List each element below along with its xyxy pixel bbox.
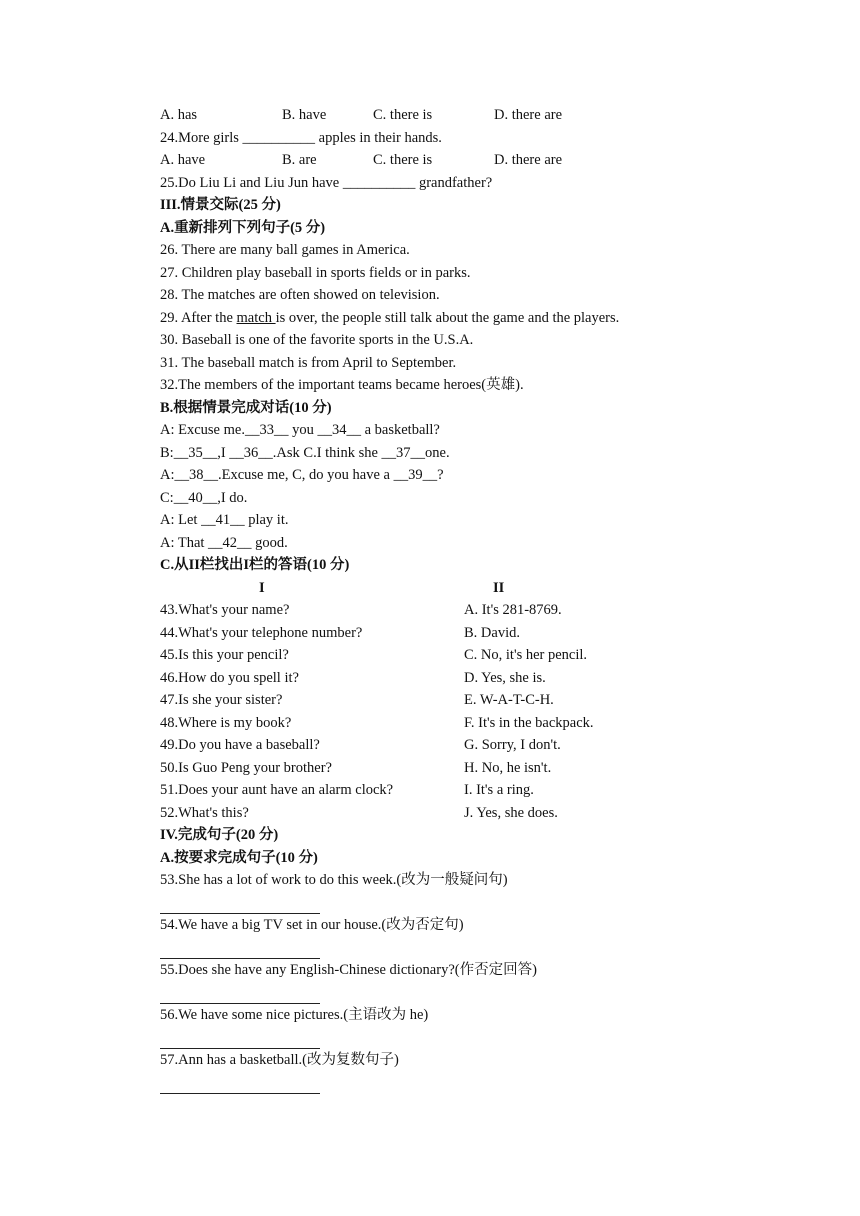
answer-item: F. It's in the backpack. — [464, 714, 594, 731]
answer-blank[interactable] — [160, 892, 320, 915]
answer-blank-row — [160, 937, 800, 960]
dialog-line-1: A: Excuse me.__33__ you __34__ a basketball? — [160, 422, 440, 438]
sentence-26: 26. There are many ball games in America. — [160, 242, 410, 258]
answer-blank-row — [160, 982, 800, 1005]
answer-item: E. W-A-T-C-H. — [464, 692, 554, 708]
q24-options — [160, 149, 800, 172]
column-ii-header: II — [493, 579, 505, 596]
answer-item: A. It's 281-8769. — [464, 602, 562, 618]
sentence-29 — [160, 307, 800, 330]
option-b: B. have — [282, 107, 327, 123]
question-item: 44.What's your telephone number? — [160, 624, 363, 641]
match-row — [160, 667, 800, 690]
section-3a-heading: A.重新排列下列句子(5 分) — [160, 219, 326, 236]
sentence-32: 32.The members of the important teams became heroes(英雄). — [160, 377, 524, 393]
rewrite-list — [160, 869, 800, 1094]
answer-blank-row — [160, 1027, 800, 1050]
worksheet-page — [160, 104, 800, 1094]
answer-blank-row — [160, 1072, 800, 1095]
dialog-line-3: A:__38__.Excuse me, C, do you have a __39__? — [160, 467, 444, 483]
rewrite-prompt: 57.Ann has a basketball.(改为复数句子) — [160, 1052, 399, 1068]
rewrite-prompt: 53.She has a lot of work to do this week.(改为一般疑问句) — [160, 872, 508, 888]
option-c: C. there is — [373, 107, 433, 123]
answer-blank[interactable] — [160, 1027, 320, 1050]
sentence-29-end: is over, the people still talk about the game and the players. — [275, 309, 620, 326]
match-row — [160, 622, 800, 645]
match-row — [160, 712, 800, 735]
column-i-header: I — [259, 579, 265, 596]
answer-item: B. David. — [464, 624, 520, 641]
question-item: 43.What's your name? — [160, 602, 290, 618]
sentence-28: 28. The matches are often showed on television. — [160, 287, 440, 303]
answer-blank-row — [160, 892, 800, 915]
match-row — [160, 689, 800, 712]
answer-item: G. Sorry, I don't. — [464, 737, 561, 753]
question-item: 47.Is she your sister? — [160, 692, 283, 708]
question-24: 24.More girls __________ apples in their hands. — [160, 129, 442, 146]
option-c: C. there is — [373, 152, 433, 168]
sentence-30: 30. Baseball is one of the favorite sports in the U.S.A. — [160, 332, 474, 348]
matching-table — [160, 599, 800, 824]
match-row — [160, 802, 800, 825]
question-item: 46.How do you spell it? — [160, 669, 299, 686]
sentence-31: 31. The baseball match is from April to September. — [160, 354, 457, 371]
answer-item: D. Yes, she is. — [464, 669, 546, 686]
answer-item: C. No, it's her pencil. — [464, 647, 588, 663]
section-3c-heading: C.从II栏找出I栏的答语(10 分) — [160, 557, 350, 573]
match-row — [160, 734, 800, 757]
answer-item: I. It's a ring. — [464, 782, 534, 798]
answer-blank[interactable] — [160, 1072, 320, 1095]
option-b: B. are — [282, 152, 317, 168]
question-item: 49.Do you have a baseball? — [160, 737, 320, 753]
column-headers — [160, 577, 800, 600]
question-item: 48.Where is my book? — [160, 714, 292, 731]
sentence-27: 27. Children play baseball in sports fields or in parks. — [160, 264, 471, 281]
option-d: D. there are — [494, 107, 563, 123]
answer-blank[interactable] — [160, 982, 320, 1005]
rewrite-prompt: 55.Does she have any English-Chinese dictionary?(作否定回答) — [160, 962, 537, 978]
dialog-line-4: C:__40__,I do. — [160, 489, 248, 506]
question-item: 45.Is this your pencil? — [160, 647, 289, 663]
rewrite-prompt: 56.We have some nice pictures.(主语改为 he) — [160, 1007, 429, 1023]
sentence-29-start: 29. After the — [160, 309, 237, 326]
question-25: 25.Do Liu Li and Liu Jun have __________ grandfather? — [160, 174, 493, 191]
match-row — [160, 779, 800, 802]
dialog-line-6: A: That __42__ good. — [160, 534, 288, 551]
section-4-heading: IV.完成句子(20 分) — [160, 827, 279, 843]
match-row — [160, 644, 800, 667]
dialog-line-5: A: Let __41__ play it. — [160, 512, 289, 528]
answer-blank[interactable] — [160, 937, 320, 960]
section-4a-heading: A.按要求完成句子(10 分) — [160, 849, 318, 866]
q23-options — [160, 104, 800, 127]
dialog-line-2: B:__35__,I __36__.Ask C.I think she __37__one. — [160, 444, 450, 461]
question-item: 50.Is Guo Peng your brother? — [160, 759, 332, 776]
option-a: A. have — [160, 152, 206, 168]
option-a: A. has — [160, 107, 198, 123]
question-item: 51.Does your aunt have an alarm clock? — [160, 782, 394, 798]
rewrite-prompt: 54.We have a big TV set in our house.(改为否定句) — [160, 917, 464, 933]
section-3-heading: III.情景交际(25 分) — [160, 197, 281, 213]
answer-item: H. No, he isn't. — [464, 759, 552, 776]
answer-item: J. Yes, she does. — [464, 804, 558, 821]
match-row — [160, 757, 800, 780]
underlined-word: match — [236, 309, 276, 326]
section-3b-heading: B.根据情景完成对话(10 分) — [160, 399, 332, 416]
option-d: D. there are — [494, 152, 563, 168]
question-item: 52.What's this? — [160, 804, 249, 821]
match-row — [160, 599, 800, 622]
